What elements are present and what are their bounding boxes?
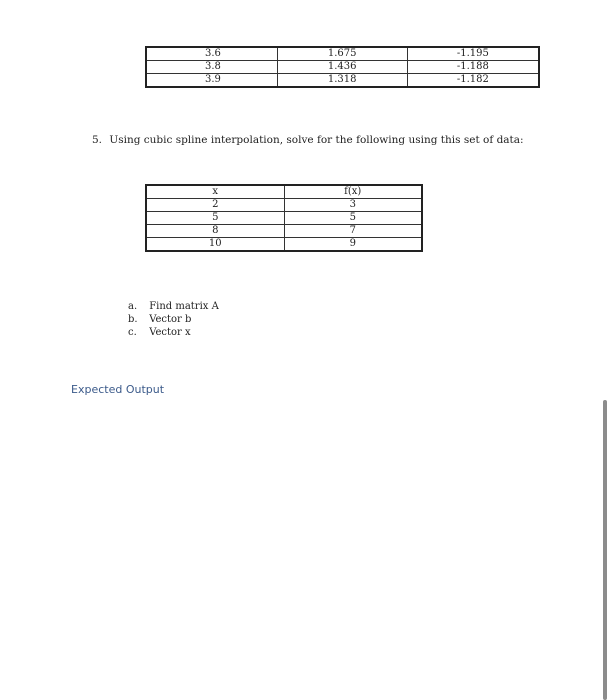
table-row [146,47,539,61]
list-item-letter: b. [128,314,138,325]
list-item-text: Find matrix A [149,301,219,312]
table-cell: -1.182 [407,74,539,88]
table-cell: 3 [284,199,422,212]
table-cell: 5 [284,212,422,225]
table-cell: 1.436 [277,61,407,74]
table-row [146,61,539,74]
table-row [146,199,422,212]
table-cell: 3.6 [146,47,277,61]
table-cell: 3.8 [146,61,277,74]
spline-data-table [145,184,423,252]
table-cell: -1.195 [407,47,539,61]
table-cell: 2 [146,199,284,212]
expected-output-heading: Expected Output [71,383,165,396]
table-header-row [146,185,422,199]
table-row [146,225,422,238]
list-item-letter: a. [128,301,138,312]
table-cell: 9 [284,238,422,252]
table-cell: 5 [146,212,284,225]
list-item-text: Vector x [149,327,191,338]
table-row [146,238,422,252]
question-text: Using cubic spline interpolation, solve for the following using this set of data: [109,134,524,146]
table-cell: -1.188 [407,61,539,74]
previous-data-table [145,46,540,88]
column-header-x: x [146,185,284,199]
list-item [128,313,219,326]
list-item [128,326,219,339]
list-item-letter: c. [128,327,137,338]
table-cell: 1.318 [277,74,407,88]
question-5 [92,134,524,146]
column-header-fx: f(x) [284,185,422,199]
question-number: 5. [92,134,103,146]
table-cell: 8 [146,225,284,238]
table-cell: 7 [284,225,422,238]
table-cell: 1.675 [277,47,407,61]
table-cell: 3.9 [146,74,277,88]
vertical-scrollbar[interactable] [603,400,607,700]
list-item-text: Vector b [149,314,192,325]
sub-question-list [128,300,219,339]
list-item [128,300,219,313]
table-row [146,212,422,225]
table-row [146,74,539,88]
table-cell: 10 [146,238,284,252]
